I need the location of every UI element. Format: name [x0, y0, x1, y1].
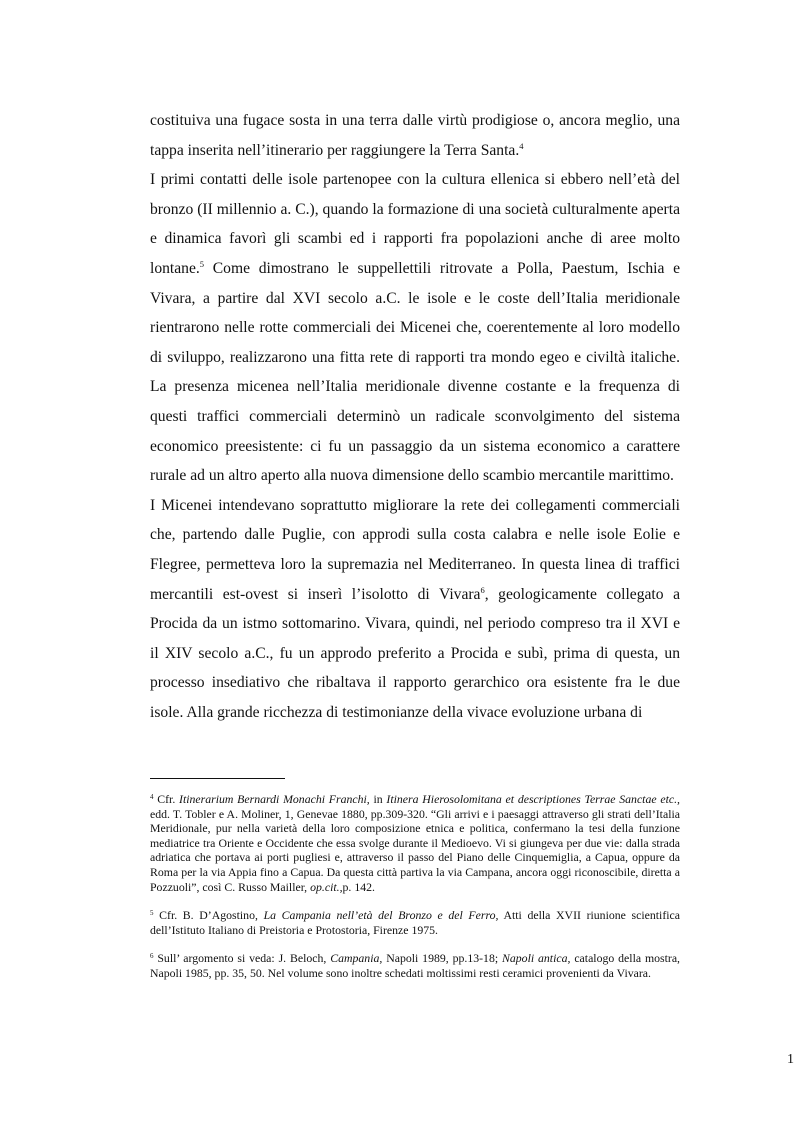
paragraph: I primi contatti delle isole partenopee con la cultura ellenica si ebbero nell’età del bronzo (II millennio a. C.), quando la formazione di una società culturalmente aperta e dinamica favorì gli scambi ed i rapporti fra popolazioni anche di aree molto lontane.$^5$ Come dimostrano le suppellettili ritrovate a Polla, Paestum, Ischia e Vivara, a partire dal XVI secolo a.C. le isole e le coste dell’Italia meridionale rientrarono nelle rotte commerciali dei Micenei che, coerentemente al loro modello di sviluppo, realizzarono una fitta rete di rapporti tra mondo egeo e civiltà italiche. La presenza micenea nell’Italia meridionale divenne costante e la frequenza di questi traffici commerciali determinò un radicale sconvolgimento del sistema economico preesistente: ci fu un passaggio da un sistema economico a carattere rurale ad un altro aperto alla nuova dimensione dello scambio mercantile marittimo.	[150, 171, 680, 485]
body-text	[150, 106, 680, 727]
footnote: $^4$ Cfr. Itinerarium Bernardi Monachi Franchi, in Itinera Hierosolomitana et descriptiones Terrae Sanctae etc., edd. T. Tobler e A. Moliner, 1, Genevae 1880, pp.309-320. “Gli arrivi e i paesaggi attraverso gli strati dell’Italia Meridionale, pur nella varietà della loro composizione etnica e politica, confermano la tesi della funzione mediatrice tra Oriente e Occidente che essa svolge durante il Medioevo. Vi si giungeva per due vie: dalla strada adriatica che portava ai porti pugliesi e, attraverso il passo del Piano delle Cinquemiglia, a Capua, oppure da Roma per la via Appia fino a Capua. Da questa città partiva la via Campana, ancora oggi riconoscibile, diretta a Pozzuoli”, così C. Russo Mailler, op.cit.,p. 142.	[150, 792, 680, 894]
paragraph: costituiva una fugace sosta in una terra dalle virtù prodigiose o, ancora meglio, una tappa inserita nell’itinerario per raggiungere la Terra Santa.$^4$	[150, 112, 680, 159]
page-number: 1	[787, 1052, 794, 1067]
footnote-separator	[150, 778, 285, 779]
footnote: $^5$ Cfr. B. D’Agostino, La Campania nell’età del Bronzo e del Ferro, Atti della XVII riunione scientifica dell’Istituto Italiano di Preistoria e Protostoria, Firenze 1975.	[150, 908, 680, 937]
footnote: $^6$ Sull’ argomento si veda: J. Beloch, Campania, Napoli 1989, pp.13-18; Napoli antica, catalogo della mostra, Napoli 1985, pp. 35, 50. Nel volume sono inoltre schedati moltissimi resti ceramici provenienti da Vivara.	[150, 951, 681, 980]
footnotes	[150, 792, 680, 995]
paragraph: I Micenei intendevano soprattutto migliorare la rete dei collegamenti commerciali che, partendo dalle Puglie, con approdi sulla costa calabra e nelle isole Eolie e Flegree, permetteva loro la supremazia nel Mediterraneo. In questa linea di traffici mercantili est-ovest si inserì l’isolotto di Vivara$^6$, geologicamente collegato a Procida da un istmo sottomarino. Vivara, quindi, nel periodo compreso tra il XVI e il XIV secolo a.C., fu un approdo preferito a Procida e subì, prima di questa, un processo insediativo che ribaltava il rapporto gerarchico ora esistente fra le due isole. Alla grande ricchezza di testimonianze della vivace evoluzione urbana di	[150, 496, 680, 721]
